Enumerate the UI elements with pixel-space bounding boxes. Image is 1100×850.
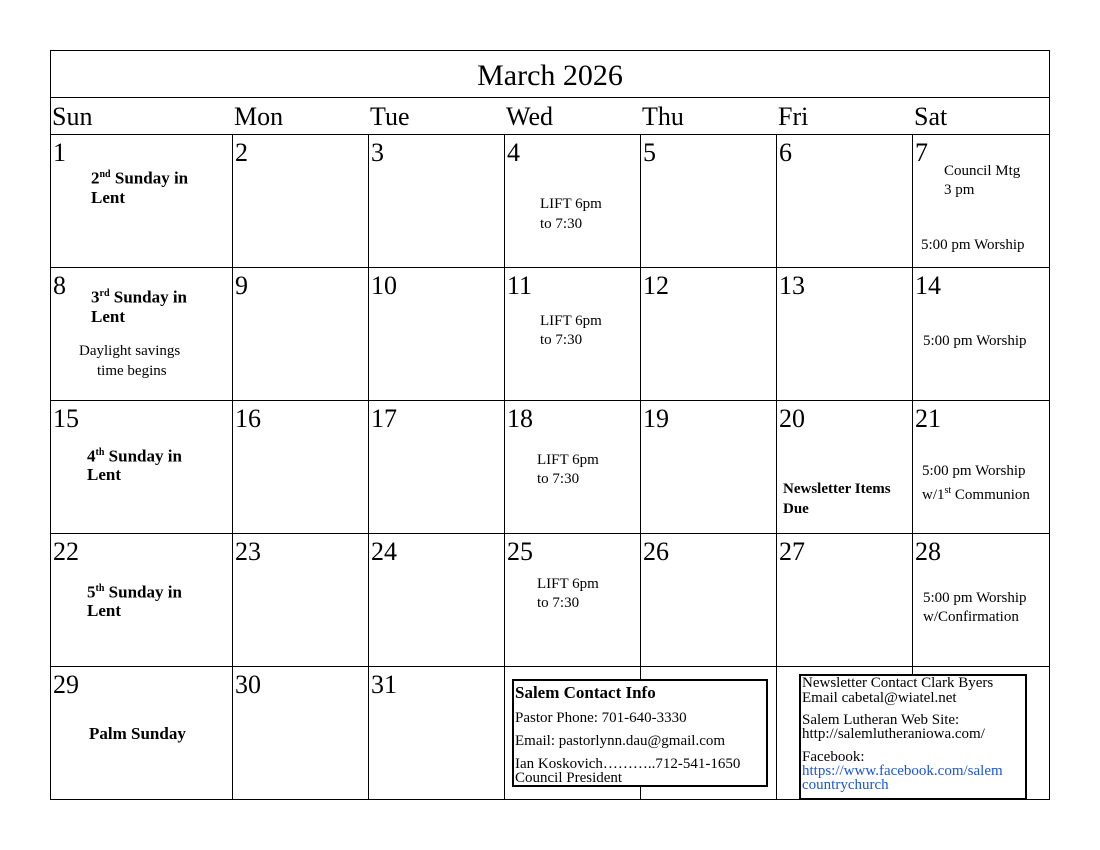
day-cell-3[interactable] (369, 135, 505, 268)
day-number: 6 (779, 138, 792, 167)
day-cell-2[interactable] (233, 135, 369, 268)
day-cell-1[interactable] (51, 135, 233, 268)
day-number: 9 (235, 271, 248, 300)
day-cell-24[interactable] (369, 534, 505, 667)
pastor-email: Email: pastorlynn.dau@gmail.com (515, 733, 726, 749)
event-label: time begins (97, 363, 167, 379)
day-number: 4 (507, 138, 520, 167)
day-number: 10 (371, 271, 397, 300)
day-cell-28[interactable] (913, 534, 1049, 667)
day-number: 18 (507, 404, 533, 433)
calendar-grid (50, 50, 1050, 800)
contact-info-title: Salem Contact Info (515, 683, 656, 702)
pastor-phone: Pastor Phone: 701-640-3330 (515, 710, 687, 726)
day-cell-13[interactable] (777, 268, 913, 401)
event-label: to 7:30 (537, 471, 580, 487)
newsletter-contact: Newsletter Contact Clark Byers (802, 675, 994, 691)
day-number: 8 (53, 271, 66, 300)
day-cell-23[interactable] (233, 534, 369, 667)
event-label: 3 pm (944, 182, 975, 198)
calendar-title: March 2026 (51, 51, 1049, 98)
day-number: 19 (643, 404, 669, 433)
day-cell-4[interactable] (505, 135, 641, 268)
event-label: Palm Sunday (89, 724, 186, 743)
day-number: 13 (779, 271, 805, 300)
event-label: LIFT 6pm (537, 452, 599, 468)
day-cell-5[interactable] (641, 135, 777, 268)
event-label: to 7:30 (540, 216, 583, 232)
weekday-sun: Sun (51, 97, 233, 135)
event-label: Lent (91, 188, 125, 207)
event-label: Due (783, 501, 809, 517)
day-cell-12[interactable] (641, 268, 777, 401)
day-cell-9[interactable] (233, 268, 369, 401)
day-number: 1 (53, 138, 66, 167)
day-number: 17 (371, 404, 397, 433)
day-number: 7 (915, 138, 928, 167)
council-president-contact: Ian Koskovich………..712-541-1650 (515, 756, 741, 772)
day-cell-26[interactable] (641, 534, 777, 667)
weekday-tue: Tue (369, 97, 505, 135)
day-number: 31 (371, 670, 397, 699)
event-label: 5:00 pm Worship (921, 237, 1025, 253)
event-label: to 7:30 (537, 595, 580, 611)
weekday-thu: Thu (641, 97, 777, 135)
day-cell-6[interactable] (777, 135, 913, 268)
day-number: 5 (643, 138, 656, 167)
day-cell-16[interactable] (233, 401, 369, 534)
day-number: 21 (915, 404, 941, 433)
day-number: 15 (53, 404, 79, 433)
event-label: Council Mtg (944, 163, 1021, 179)
day-cell-31[interactable] (369, 667, 505, 799)
event-label: 5th Sunday in (87, 582, 182, 602)
event-label: w/Confirmation (923, 609, 1019, 625)
day-number: 2 (235, 138, 248, 167)
event-label: Daylight savings (79, 343, 181, 359)
facebook-link-cont[interactable]: countrychurch (802, 777, 889, 793)
day-number: 23 (235, 537, 261, 566)
day-cell-30[interactable] (233, 667, 369, 799)
facebook-label: Facebook: (802, 749, 865, 765)
day-cell-20[interactable] (777, 401, 913, 534)
day-number: 11 (507, 271, 533, 300)
day-cell-27[interactable] (777, 534, 913, 667)
day-number: 3 (371, 138, 384, 167)
day-number: 24 (371, 537, 397, 566)
day-number: 12 (643, 271, 669, 300)
day-cell-14[interactable] (913, 268, 1049, 401)
day-cell-17[interactable] (369, 401, 505, 534)
website-url: http://salemlutheraniowa.com/ (802, 726, 985, 742)
contact-info-box (512, 679, 768, 787)
day-number: 16 (235, 404, 261, 433)
weekday-fri: Fri (777, 97, 913, 135)
day-number: 26 (643, 537, 669, 566)
day-cell-10[interactable] (369, 268, 505, 401)
day-number: 28 (915, 537, 941, 566)
weekday-mon: Mon (233, 97, 369, 135)
day-number: 25 (507, 537, 533, 566)
day-cell-8[interactable] (51, 268, 233, 401)
day-cell-22[interactable] (51, 534, 233, 667)
event-label: Newsletter Items (783, 481, 891, 497)
day-cell-18[interactable] (505, 401, 641, 534)
day-cell-15[interactable] (51, 401, 233, 534)
event-label: 5:00 pm Worship (922, 463, 1026, 479)
newsletter-email: Email cabetal@wiatel.net (802, 690, 957, 706)
weekday-wed: Wed (505, 97, 641, 135)
day-cell-11[interactable] (505, 268, 641, 401)
event-label: 5:00 pm Worship (923, 590, 1027, 606)
council-president-role: Council President (515, 770, 623, 786)
day-cell-19[interactable] (641, 401, 777, 534)
day-number: 27 (779, 537, 805, 566)
day-cell-7[interactable] (913, 135, 1049, 268)
day-cell-29[interactable] (51, 667, 233, 799)
facebook-link[interactable]: https://www.facebook.com/salem (802, 763, 1003, 779)
day-number: 20 (779, 404, 805, 433)
event-label: LIFT 6pm (540, 196, 602, 212)
event-label: w/1st Communion (922, 485, 1030, 503)
day-number: 30 (235, 670, 261, 699)
day-cell-25[interactable] (505, 534, 641, 667)
event-label: to 7:30 (540, 332, 583, 348)
event-label: 5:00 pm Worship (923, 333, 1027, 349)
website-label: Salem Lutheran Web Site: (802, 712, 960, 728)
event-label: Lent (91, 307, 125, 326)
event-label: 4th Sunday in (87, 446, 182, 466)
day-number: 29 (53, 670, 79, 699)
day-number: 22 (53, 537, 79, 566)
day-cell-21[interactable] (913, 401, 1049, 534)
event-label: Lent (87, 465, 121, 484)
event-label: Lent (87, 601, 121, 620)
event-label: 2nd Sunday in (91, 168, 189, 188)
event-label: 3rd Sunday in (91, 287, 187, 307)
newsletter-contact-box (799, 674, 1027, 800)
event-label: LIFT 6pm (537, 576, 599, 592)
event-label: LIFT 6pm (540, 313, 602, 329)
day-number: 14 (915, 271, 941, 300)
weekday-sat: Sat (913, 97, 1049, 135)
